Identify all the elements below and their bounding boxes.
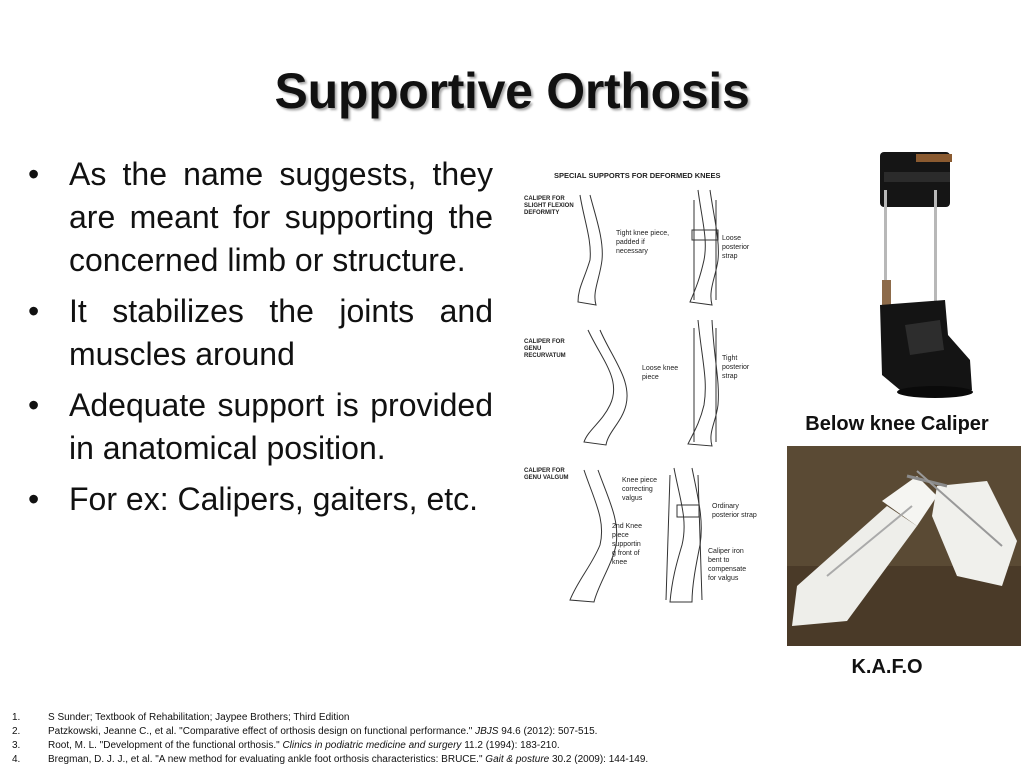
diagram-note: compensate [708, 566, 747, 573]
diagram-note: for valgus [708, 575, 739, 582]
reference-text: Bregman, D. J. J., et al. "A new method for evaluating ankle foot orthosis characteristics: BRUCE." [48, 754, 486, 765]
reference-number: 2. [12, 726, 21, 737]
diagram-note: padded if [616, 239, 645, 246]
section-label: SLIGHT FLEXION [524, 203, 574, 209]
bullet-item: • As the name suggests, they are meant for supporting the concerned limb or structure. [28, 153, 493, 282]
diagram-note: Knee piece [622, 477, 658, 484]
reference-text: Patzkowski, Jeanne C., et al. "Comparative effect of orthosis design on functional performance." [48, 726, 476, 737]
section-label: DEFORMITY [524, 210, 560, 216]
diagram-note: posterior [722, 364, 750, 371]
diagram-note: correcting [622, 486, 653, 493]
diagram-note: strap [722, 253, 738, 260]
diagram-note: Tight [722, 355, 738, 362]
diagram-note: knee [612, 559, 628, 566]
diagram-heading: SPECIAL SUPPORTS FOR DEFORMED KNEES [554, 171, 721, 180]
reference-text: 94.6 (2012): 507-515. [498, 726, 598, 737]
reference-number: 4. [12, 754, 21, 765]
diagram-note: strap [722, 373, 738, 380]
knee-supports-diagram [522, 160, 780, 615]
bullet-item: • It stabilizes the joints and muscles around [28, 290, 493, 376]
diagram-note: Ordinary [712, 503, 739, 510]
diagram-note: posterior strap [712, 512, 757, 519]
kafo-caption: K.A.F.O [851, 656, 923, 678]
reference-item [12, 711, 1012, 725]
reference-number: 1. [12, 712, 21, 723]
diagram-note: piece [612, 532, 629, 539]
diagram-note: bent to [708, 557, 730, 564]
diagram-note: piece [642, 374, 659, 381]
section-label: CALIPER FOR [524, 196, 565, 202]
references-list [12, 711, 1012, 767]
reference-text: 30.2 (2009): 144-149. [549, 754, 649, 765]
reference-number: 3. [12, 740, 21, 751]
reference-item [12, 753, 1012, 767]
slide-title: Supportive Orthosis [274, 63, 750, 119]
reference-journal: Gait & posture [485, 754, 550, 765]
section-label: RECURVATUM [524, 353, 566, 359]
diagram-note: g front of [612, 550, 640, 557]
leg-drawing [584, 320, 718, 446]
reference-item [12, 725, 1012, 739]
below-knee-caliper-image [860, 150, 985, 405]
diagram-note: valgus [622, 495, 643, 502]
section-label: CALIPER FOR [524, 468, 565, 474]
diagram-note: Loose [722, 235, 742, 242]
diagram-note: Loose knee [642, 365, 679, 372]
reference-item [12, 739, 1012, 753]
section-label: GENU [524, 346, 542, 352]
diagram-note: necessary [616, 248, 648, 255]
reference-text: 11.2 (1994): 183-210. [461, 740, 560, 751]
below-knee-caliper-caption: Below knee Caliper [805, 413, 989, 435]
reference-text: S Sunder; Textbook of Rehabilitation; Jaypee Brothers; Third Edition [48, 712, 350, 723]
bullet-item: • Adequate support is provided in anatomical position. [28, 384, 493, 470]
diagram-note: 2nd Knee [612, 523, 642, 530]
diagram-note: posterior [722, 244, 750, 251]
bullet-list [28, 153, 493, 529]
reference-text: Root, M. L. "Development of the functional orthosis." [48, 740, 283, 751]
section-label: GENU VALGUM [524, 475, 569, 481]
diagram-note: Caliper iron [708, 548, 744, 555]
kafo-image [787, 446, 1021, 646]
reference-journal: JBJS [475, 726, 499, 737]
bullet-item: • For ex: Calipers, gaiters, etc. [28, 478, 493, 521]
leg-drawing [578, 190, 718, 305]
reference-journal: Clinics in podiatric medicine and surgery [282, 740, 462, 751]
diagram-note: supportin [612, 541, 641, 548]
section-label: CALIPER FOR [524, 339, 565, 345]
diagram-note: Tight knee piece, [616, 230, 670, 237]
